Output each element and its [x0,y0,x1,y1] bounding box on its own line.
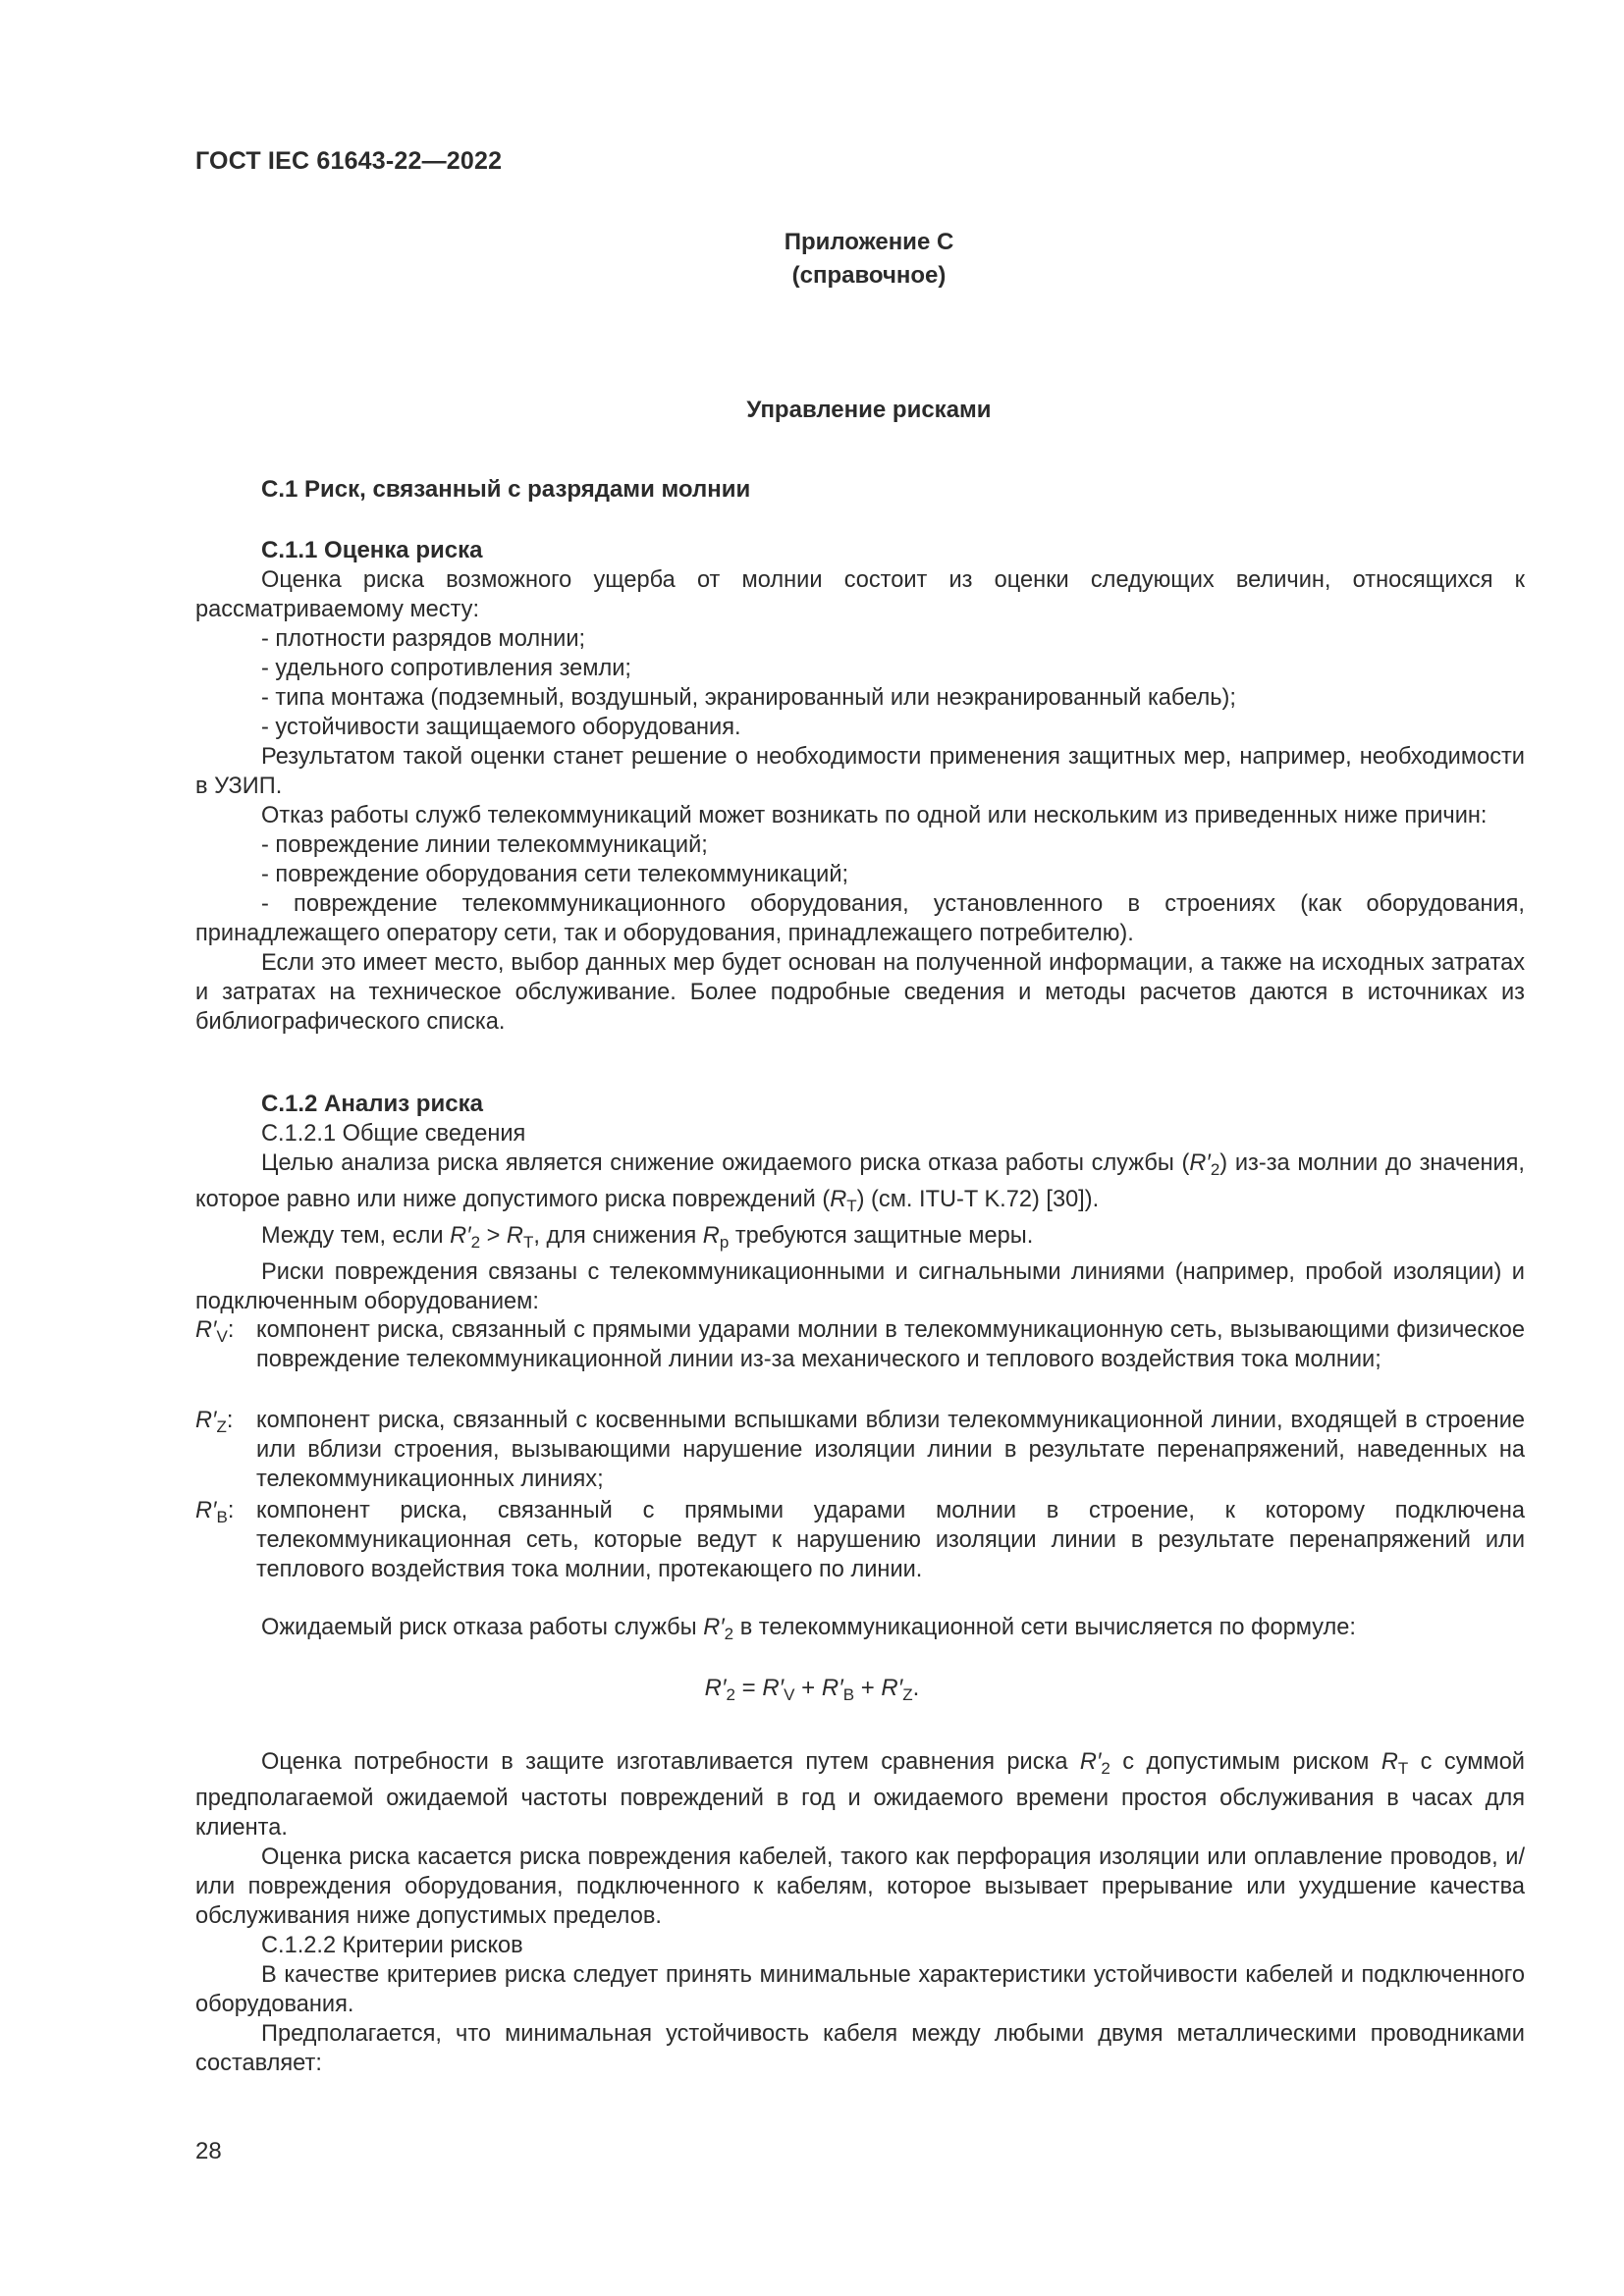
c12-after-formula [195,1747,1525,2078]
c12-block [195,1090,1525,1316]
c121-paragraph-5: Оценка потребности в защите изготавливается путем сравнения риска $R'_2$ с допустимым риском $R_T$ с суммой предполагаемой ожидаемой частоты повреждений в год и ожидаемого времени простоя обслуживания в часах для клиента. [195,1749,1525,1841]
page-number: 28 [195,2138,222,2164]
section-title: Управление рисками [746,397,992,423]
list1-item: - типа монтажа (подземный, воздушный, экранированный или неэкранированный кабель); [261,685,1236,711]
definition-symbol: $R'_B$: [195,1498,235,1526]
annex-title-block [187,226,1551,293]
c121-paragraph-6: Оценка риска касается риска повреждения кабелей, такого как перфорация изоляции или оплавление проводов, и/или повреждения оборудования, подключенного к кабелям, которое вызывает прерывание или ухудшение качества обслуживания ниже допустимых пределов. [195,1844,1525,1929]
c121-paragraph-1: Целью анализа риска является снижение ожидаемого риска отказа работы службы $(R'_2)$ из-за молнии до значения, которое равно или ниже допустимого риска повреждений $(R_T)$ (см. ITU-T K.72) [30]). [195,1150,1525,1215]
document-header: ГОСТ IEC 61643-22—2022 [195,147,503,175]
list2-item: - повреждение оборудования сети телекоммуникаций; [261,862,849,887]
c11-paragraph-4: Если это имеет место, выбор данных мер будет основан на полученной информации, а также на исходных затратах и затратах на техническое обслуживание. Более подробные сведения и методы расчетов даются в источниках из библиографического списка. [195,950,1525,1035]
c121-paragraph-2: Между тем, если $R'_2 > R_T$, для снижения $R_p$ требуются защитные меры. [261,1223,1034,1252]
list1-item: - удельного сопротивления земли; [261,656,631,681]
definition-text: компонент риска, связанный с прямыми ударами молнии в строение, к которому подключена телекоммуникационная сеть, которые ведут к нарушению изоляции линии в результате перенапряжений или теплового воздействия тока молнии, протекающего по линии. [256,1498,1525,1582]
c122-paragraph-2: Предполагается, что минимальная устойчивость кабеля между любыми двумя металлическими проводниками составляет: [195,2021,1525,2076]
definition-text: компонент риска, связанный с прямыми ударами молнии в телекоммуникационную сеть, вызывающими физическое повреждение телекоммуникационной линии из-за механического и теплового воздействия тока молнии; [256,1317,1525,1372]
list1-item: - устойчивости защищаемого оборудования. [261,715,741,740]
c121-heading: С.1.2.1 Общие сведения [261,1121,526,1147]
c12-heading: С.1.2 Анализ риска [261,1091,483,1117]
definition-symbol: $R'_Z$: [195,1408,234,1436]
definition-rz [195,1406,1525,1494]
definition-symbol: $R'_V$: [195,1317,235,1346]
list2-item: - повреждение линии телекоммуникаций; [261,832,708,858]
definition-text: компонент риска, связанный с косвенными вспышками вблизи телекоммуникационной линии, входящей в строение или вблизи строения, вызывающими нарушение изоляции линии в результате перенапряжений, наведенных на телекоммуникационных линиях; [256,1408,1525,1492]
c122-heading: С.1.2.2 Критерии рисков [261,1933,523,1958]
c1-heading: С.1 Риск, связанный с разрядами молнии [261,476,751,503]
definition-rv [195,1315,1525,1374]
risk-formula: $R'_2 = R'_V + R'_B + R'_Z$. [704,1675,920,1704]
annex-subtitle: (справочное) [791,262,947,289]
annex-title: Приложение С [784,229,954,255]
definition-rb [195,1496,1525,1584]
c122-paragraph-1: В качестве критериев риска следует принять минимальные характеристики устойчивости кабелей и подключенного оборудования. [195,1962,1525,2017]
list2-item: - повреждение телекоммуникационного оборудования, установленного в строениях (как оборудования, принадлежащего оператору сети, так и оборудования, принадлежащего потребителю). [195,891,1525,946]
c11-paragraph-3: Отказ работы служб телекоммуникаций может возникать по одной или нескольким из приведенных ниже причин: [261,803,1488,828]
list1-item: - плотности разрядов молнии; [261,626,586,652]
c11-paragraph-1: Оценка риска возможного ущерба от молнии состоит из оценки следующих величин, относящихся к рассматриваемому месту: [195,567,1525,622]
c121-paragraph-3: Риски повреждения связаны с телекоммуникационными и сигнальными линиями (например, пробой изоляции) и подключенным оборудованием: [195,1259,1525,1314]
c11-heading: С.1.1 Оценка риска [261,537,483,563]
c1-block [195,475,1525,1037]
c11-paragraph-2: Результатом такой оценки станет решение о необходимости применения защитных мер, например, необходимости в УЗИП. [195,744,1525,799]
formula-intro: Ожидаемый риск отказа работы службы $R'_2$ в телекоммуникационной сети вычисляется по формуле: [261,1615,1356,1643]
